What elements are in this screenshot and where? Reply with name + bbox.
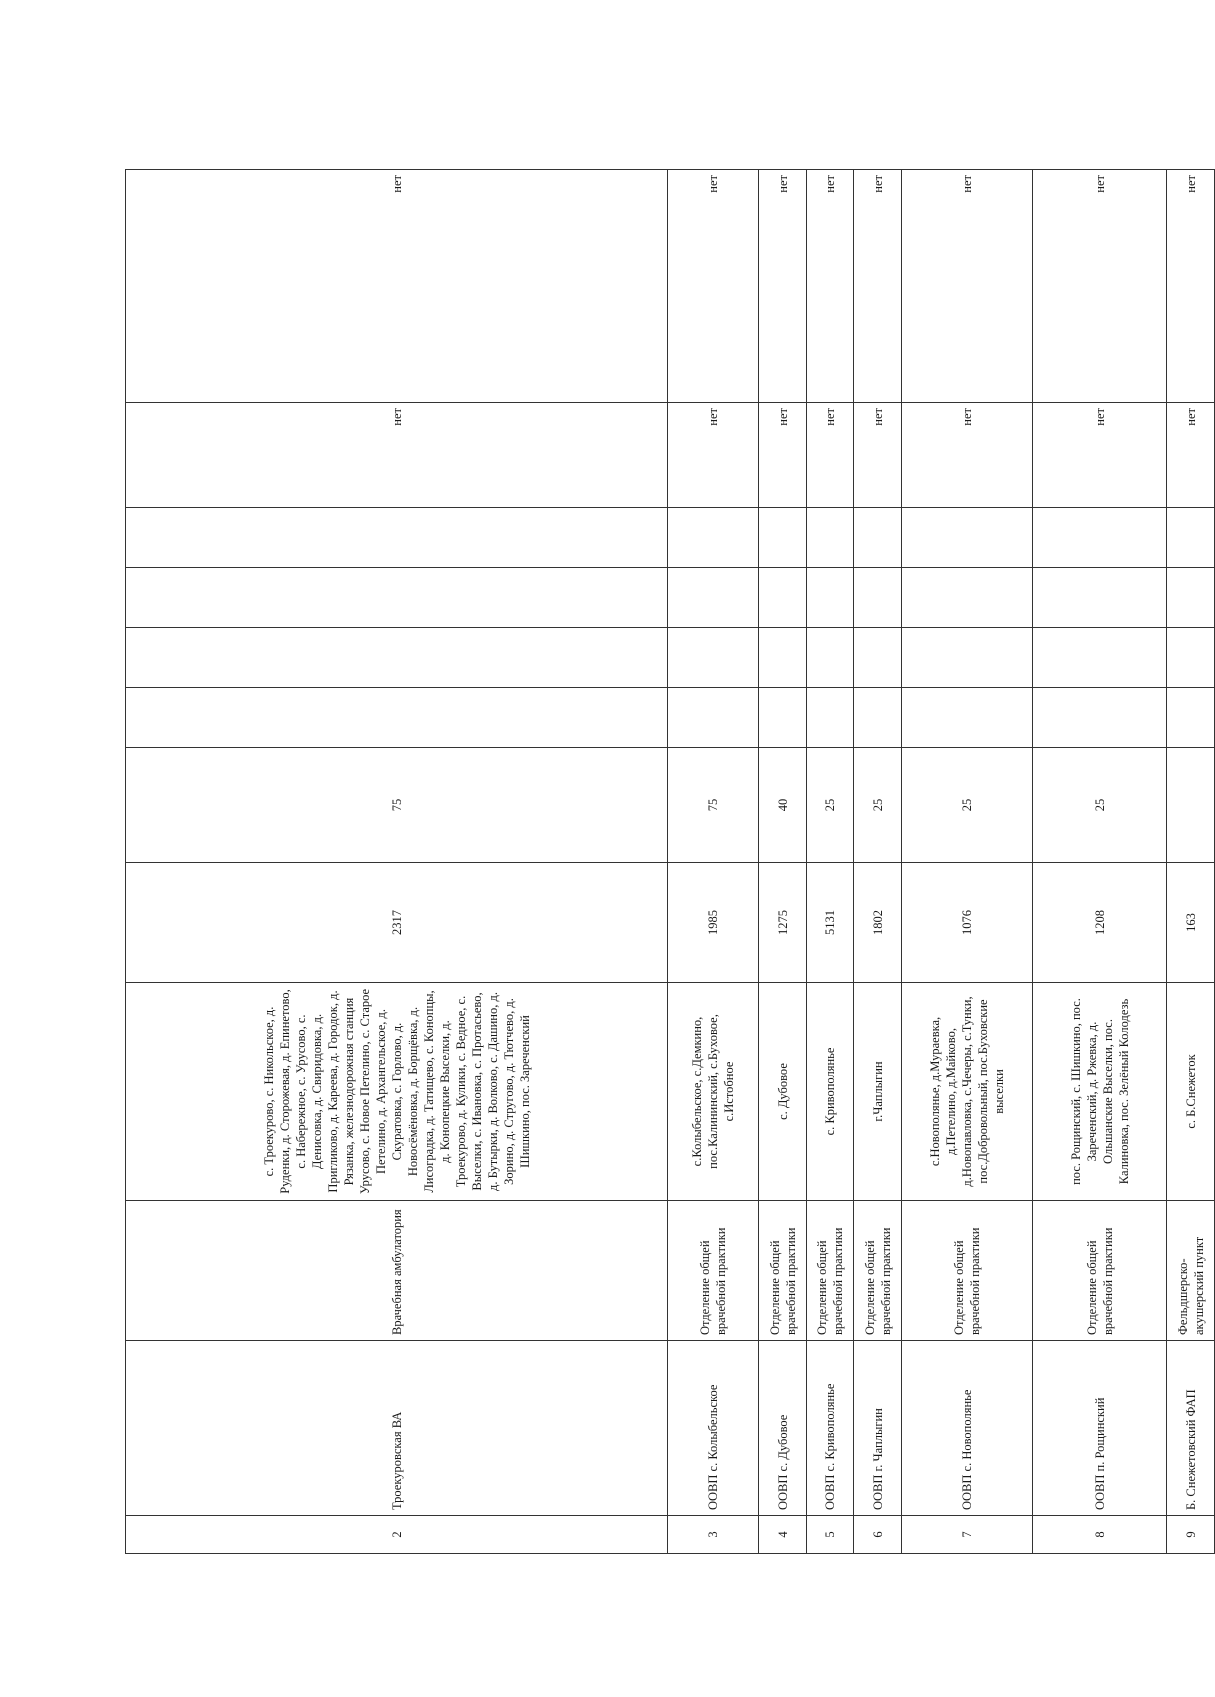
empty-cell: [854, 628, 902, 688]
empty-cell: [759, 688, 807, 748]
row-number: 2: [126, 1516, 668, 1554]
empty-cell: [759, 568, 807, 628]
row-number: 7: [901, 1516, 1033, 1554]
facility-type: Отделение общей врачебной практики: [668, 1201, 759, 1341]
table-row: [1033, 170, 1167, 1554]
percent-value: 75: [668, 748, 759, 863]
facility-name: ООВП г. Чаплыгин: [854, 1341, 902, 1516]
no-value: нет: [759, 403, 807, 508]
percent-value: [1167, 748, 1215, 863]
empty-cell: [806, 628, 854, 688]
facility-type: Отделение общей врачебной практики: [806, 1201, 854, 1341]
empty-cell: [1167, 508, 1215, 568]
empty-cell: [1033, 688, 1167, 748]
no-value: нет: [759, 170, 807, 403]
table-body: [126, 170, 1215, 1554]
service-area: с. Б.Снежеток: [1167, 983, 1215, 1201]
no-value: нет: [1167, 403, 1215, 508]
percent-value: 25: [806, 748, 854, 863]
no-value: нет: [668, 403, 759, 508]
facilities-table: [125, 169, 1215, 1554]
population: 1985: [668, 863, 759, 983]
empty-cell: [901, 688, 1033, 748]
empty-cell: [854, 508, 902, 568]
facility-type: Отделение общей врачебной практики: [1033, 1201, 1167, 1341]
empty-cell: [668, 628, 759, 688]
no-value: нет: [1033, 170, 1167, 403]
service-area: с. Троекурово, с. Никольское, д. Руденки, д. Сторожевая, д. Епинетово, с. Набережное, с. Урусово, с. Денисовка, д. Свиридовка, д. Пригликово, д. Кареева, д. Городок, д. Рязанка, железнодорожная станция Урусово, с. Новое Петелино, с. Старое Петелино, д. Архангельское, д. Скуратовка, с. Горлово, д. Новосёмёновка, д. Борщёвка, д. Лисоградка, д. Татищево, с. Конопцы, д. Конопецкие Выселки, д. Троекурово, д. Кулики, с. Ведное, с. Выселки, с. Ивановка, с. Протасьево, д. Бутырки, д. Волково, с. Дашино, д. Зорино, д. Стругово, д. Тютчево, д. Шишкино, пос. Зареченский: [126, 983, 668, 1201]
empty-cell: [759, 508, 807, 568]
facility-type: Фельдшерско-акушерский пункт: [1167, 1201, 1215, 1341]
no-value: нет: [668, 170, 759, 403]
no-value: нет: [901, 403, 1033, 508]
row-number: 6: [854, 1516, 902, 1554]
table-row: [126, 170, 668, 1554]
empty-cell: [806, 568, 854, 628]
population: 2317: [126, 863, 668, 983]
table-row: [806, 170, 854, 1554]
service-area: с.Новополянье, д.Мураевка, д.Петелино, д.Майково, д.Новопавловка, с.Чечеры, с.Тунки, пос.Добровольный, пос.Буховские выселки: [901, 983, 1033, 1201]
empty-cell: [126, 568, 668, 628]
facility-name: ООВП с. Колыбельское: [668, 1341, 759, 1516]
row-number: 8: [1033, 1516, 1167, 1554]
facility-name: Б. Снежетовский ФАП: [1167, 1341, 1215, 1516]
no-value: нет: [1033, 403, 1167, 508]
facility-type: Отделение общей врачебной практики: [759, 1201, 807, 1341]
row-number: 9: [1167, 1516, 1215, 1554]
service-area: с. Дубовое: [759, 983, 807, 1201]
empty-cell: [854, 688, 902, 748]
empty-cell: [806, 508, 854, 568]
population: 1076: [901, 863, 1033, 983]
no-value: нет: [901, 170, 1033, 403]
no-value: нет: [854, 403, 902, 508]
empty-cell: [126, 508, 668, 568]
empty-cell: [759, 628, 807, 688]
row-number: 3: [668, 1516, 759, 1554]
facility-type: Отделение общей врачебной практики: [901, 1201, 1033, 1341]
facility-type: Отделение общей врачебной практики: [854, 1201, 902, 1341]
empty-cell: [806, 688, 854, 748]
empty-cell: [1033, 508, 1167, 568]
population: 1802: [854, 863, 902, 983]
no-value: нет: [126, 170, 668, 403]
empty-cell: [1167, 628, 1215, 688]
empty-cell: [1033, 628, 1167, 688]
table-row: [901, 170, 1033, 1554]
percent-value: 75: [126, 748, 668, 863]
service-area: с. Кривополянье: [806, 983, 854, 1201]
facility-name: ООВП с. Новополянье: [901, 1341, 1033, 1516]
service-area: с.Колыбельское, с.Демкино, пос.Калининский, с.Буховое, с.Истобное: [668, 983, 759, 1201]
table-row: [854, 170, 902, 1554]
facility-name: Троекуровская ВА: [126, 1341, 668, 1516]
empty-cell: [901, 568, 1033, 628]
empty-cell: [1167, 568, 1215, 628]
empty-cell: [668, 688, 759, 748]
population: 1275: [759, 863, 807, 983]
table-row: [1167, 170, 1215, 1554]
empty-cell: [668, 568, 759, 628]
facility-name: ООВП п. Рощинский: [1033, 1341, 1167, 1516]
rotated-table-stage: [125, 170, 1215, 1554]
no-value: нет: [854, 170, 902, 403]
facility-name: ООВП с. Кривополянье: [806, 1341, 854, 1516]
empty-cell: [126, 628, 668, 688]
no-value: нет: [126, 403, 668, 508]
population: 5131: [806, 863, 854, 983]
percent-value: 40: [759, 748, 807, 863]
empty-cell: [668, 508, 759, 568]
population: 163: [1167, 863, 1215, 983]
empty-cell: [901, 508, 1033, 568]
percent-value: 25: [1033, 748, 1167, 863]
no-value: нет: [806, 403, 854, 508]
table-row: [668, 170, 759, 1554]
row-number: 4: [759, 1516, 807, 1554]
no-value: нет: [1167, 170, 1215, 403]
row-number: 5: [806, 1516, 854, 1554]
empty-cell: [1167, 688, 1215, 748]
facility-name: ООВП с. Дубовое: [759, 1341, 807, 1516]
service-area: г.Чаплыгин: [854, 983, 902, 1201]
percent-value: 25: [854, 748, 902, 863]
empty-cell: [854, 568, 902, 628]
empty-cell: [126, 688, 668, 748]
empty-cell: [901, 628, 1033, 688]
service-area: пос. Рощинский, с. Шишкино, пос. Зареченский, д. Ржевка, д. Ольшанские Выселки, пос. Калиновка, пос. Зелёный Колодезь: [1033, 983, 1167, 1201]
facility-type: Врачебная амбулатория: [126, 1201, 668, 1341]
population: 1208: [1033, 863, 1167, 983]
percent-value: 25: [901, 748, 1033, 863]
no-value: нет: [806, 170, 854, 403]
empty-cell: [1033, 568, 1167, 628]
table-row: [759, 170, 807, 1554]
